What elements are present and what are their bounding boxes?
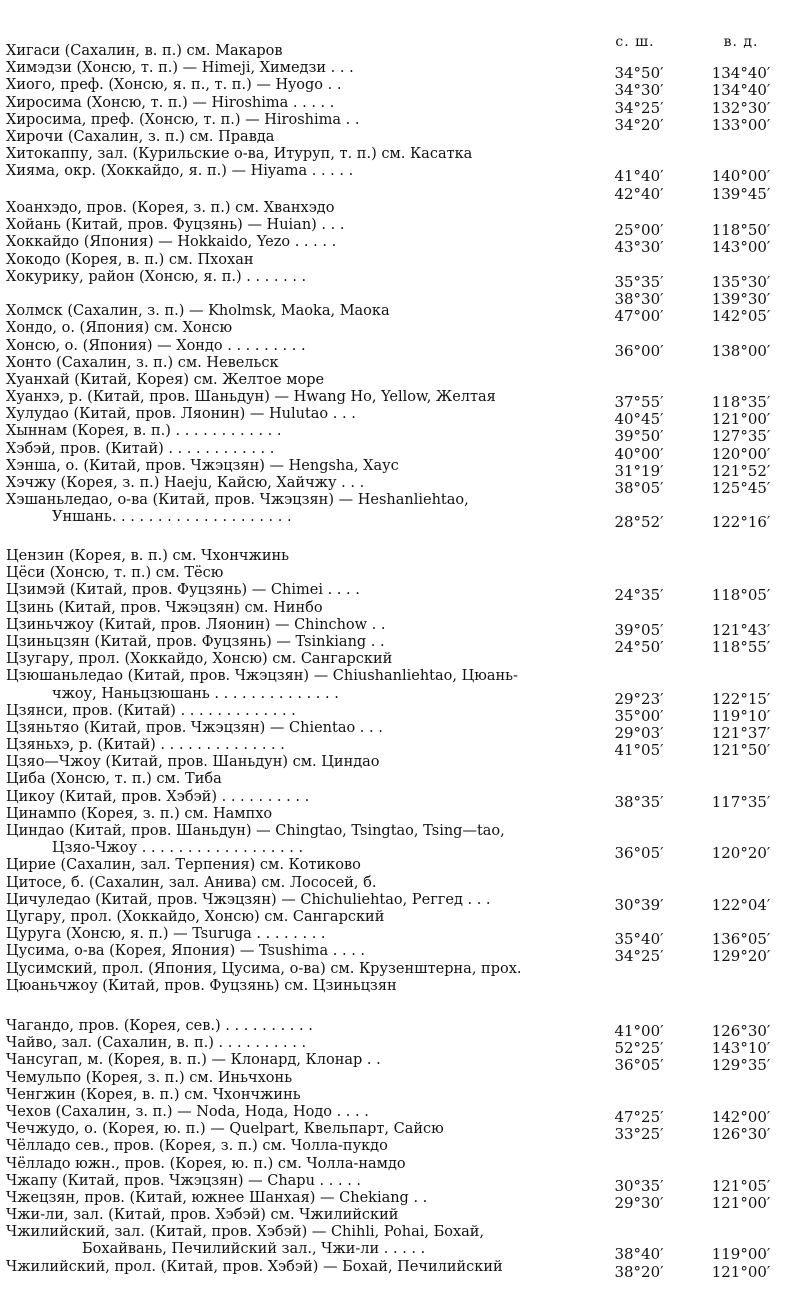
entry-longitude: 121°37′ (711, 723, 771, 742)
entry-longitude: 122°15′ (711, 689, 771, 708)
gazetteer-entry (0, 668, 800, 685)
gazetteer-entry (0, 633, 800, 656)
entry-latitude: 35°35′ (614, 272, 664, 291)
longitude-column-header: в. д. (723, 34, 759, 50)
entry-latitude: 39°05′ (614, 620, 664, 639)
entry-latitude: 34°50′ (614, 64, 664, 83)
entry-name: Цуруга (Хонсю, я. п.) — Tsuruga . . . . . . . . (6, 926, 326, 943)
entry-longitude: 121°43′ (711, 620, 771, 639)
entry-latitude: 28°52′ (614, 513, 664, 532)
entry-name: Чагандо, пров. (Корея, сев.) . . . . . . . . . . (6, 1018, 313, 1034)
entry-longitude: 127°35′ (711, 427, 771, 446)
gazetteer-entry (0, 337, 800, 360)
entry-name: Хонсю, о. (Япония) — Хондо . . . . . . . . . (6, 337, 306, 354)
entry-name: Хэшаньледао, о-ва (Китай, пров. Чжэцзян) — Heshanliehtao, (6, 492, 469, 509)
gazetteer-entry (0, 303, 800, 326)
entry-name: Хокурику, район (Хонсю, я. п.) . . . . . . . (6, 268, 307, 285)
gazetteer-entry (0, 754, 800, 771)
entry-longitude: 143°00′ (711, 238, 771, 257)
entry-longitude: 117°35′ (711, 792, 771, 811)
gazetteer-entry (0, 389, 800, 412)
entry-name: Химэдзи (Хонсю, т. п.) — Himeji, Химедзи . . . (6, 60, 354, 77)
entry-longitude: 134°40′ (711, 81, 771, 100)
entry-group-kho (0, 200, 800, 532)
entry-latitude: 36°05′ (614, 844, 664, 863)
gazetteer-entry (0, 406, 800, 429)
entry-name: Цугару, прол. (Хоккайдо, Хонсю) см. Сангарский (6, 908, 385, 925)
entry-name: Цзугару, прол. (Хоккайдо, Хонсю) см. Сангарский (6, 651, 393, 668)
entry-latitude: 41°40′ (614, 167, 664, 186)
entry-name: Циндао (Китай, пров. Шаньдун) — Chingtao, Tsingtao, Tsing—tao, (6, 823, 505, 839)
gazetteer-entry (0, 685, 800, 708)
latitude-column-header: с. ш. (615, 34, 655, 50)
entry-latitude: 29°23′ (614, 689, 664, 708)
entry-name: Чжилийский, прол. (Китай, пров. Хэбэй) — Бохай, Печилийский (6, 1258, 503, 1275)
entry-longitude: 121°50′ (711, 741, 771, 760)
gazetteer-entry (0, 737, 800, 760)
entry-name: Чансугап, м. (Корея, в. п.) — Клонард, Клонар . . (6, 1052, 381, 1069)
entry-latitude: 34°25′ (614, 947, 664, 966)
entry-longitude: 121°52′ (711, 461, 771, 480)
gazetteer-entry (0, 1035, 800, 1058)
entry-latitude: 29°03′ (614, 723, 664, 742)
entry-longitude: 119°10′ (711, 706, 771, 725)
entry-name: Цензин (Корея, в. п.) см. Чхончжинь (6, 548, 290, 564)
entry-longitude: 125°45′ (711, 479, 771, 497)
entry-latitude: 38°05′ (614, 479, 664, 497)
entry-latitude: 25°00′ (614, 221, 664, 240)
gazetteer-entry (0, 252, 800, 269)
gazetteer-entry (0, 1052, 800, 1075)
entry-name: Хуанхэ, р. (Китай, пров. Шаньдун) — Hwang Ho, Yellow, Желтая (6, 389, 496, 406)
entry-name: Цзиньчжоу (Китай, пров. Ляонин) — Chinchow . . (6, 616, 386, 633)
entry-name: Чжи-ли, зал. (Китай, пров. Хэбэй) см. Чжилийский (6, 1207, 399, 1224)
entry-latitude: 35°40′ (614, 930, 664, 949)
entry-name: Уншань. . . . . . . . . . . . . . . . . . . . (52, 509, 292, 526)
entry-name: Хиросима, преф. (Хонсю, т. п.) — Hiroshima . . (6, 111, 360, 128)
gazetteer-entry (0, 1087, 800, 1104)
entry-latitude: 40°00′ (614, 444, 664, 463)
gazetteer-entry (0, 788, 800, 811)
entry-name: Хонто (Сахалин, з. п.) см. Невельск (6, 354, 279, 371)
gazetteer-entry (0, 163, 800, 186)
entry-name: Цюаньчжоу (Китай, пров. Фуцзянь) см. Цзиньцзян (6, 977, 397, 994)
gazetteer-entry (0, 771, 800, 788)
entry-longitude: 118°55′ (711, 637, 771, 656)
gazetteer-entry (0, 355, 800, 372)
gazetteer-entry (0, 286, 800, 308)
gazetteer-entry (0, 146, 800, 163)
entry-longitude: 140°00′ (711, 167, 771, 186)
entry-longitude: 134°40′ (711, 64, 771, 83)
entry-longitude: 143°10′ (711, 1039, 771, 1058)
gazetteer-entry (0, 926, 800, 949)
entry-latitude: 40°45′ (614, 410, 664, 429)
entry-latitude: 41°00′ (614, 1022, 664, 1040)
gazetteer-entry (0, 978, 800, 995)
entry-name: Цикоу (Китай, пров. Хэбэй) . . . . . . . . . . (6, 788, 310, 805)
gazetteer-entry (0, 702, 800, 725)
gazetteer-entry (0, 1103, 800, 1126)
gazetteer-entry (0, 200, 800, 217)
entry-longitude: 129°20′ (711, 947, 771, 966)
entry-name: Хитокаппу, зал. (Курильские о-ва, Итуруп, т. п.) см. Касатка (6, 146, 473, 163)
gazetteer-entry (0, 651, 800, 668)
entry-latitude: 38°20′ (614, 1262, 664, 1281)
gazetteer-entry (0, 1258, 800, 1281)
gazetteer-entry (0, 372, 800, 389)
entry-name: Цзяо-Чжоу . . . . . . . . . . . . . . . . . . (52, 840, 304, 857)
entry-name: Хоанхэдо, пров. (Корея, з. п.) см. Хванхэдо (6, 200, 335, 216)
gazetteer-entry (0, 806, 800, 823)
entry-name: Хэчжу (Корея, з. п.) Haeju, Кайсю, Хайчжу . . . (6, 475, 365, 491)
entry-name: Цзяньхэ, р. (Китай) . . . . . . . . . . . . . . (6, 737, 285, 754)
gazetteer-entry (0, 1138, 800, 1155)
entry-name: Цирие (Сахалин, зал. Терпения) см. Котиково (6, 857, 361, 874)
gazetteer-entry (0, 457, 800, 480)
entry-longitude: 126°30′ (711, 1022, 771, 1040)
gazetteer-entry (0, 43, 800, 60)
gazetteer-entry (0, 582, 800, 605)
entry-name: Хэнша, о. (Китай, пров. Чжэцзян) — Hengsha, Хаус (6, 457, 399, 474)
entry-name: Ченгжин (Корея, в. п.) см. Чхончжинь (6, 1086, 301, 1103)
gazetteer-entry (0, 509, 800, 532)
entry-latitude: 34°30′ (614, 81, 664, 100)
entry-latitude: 47°00′ (614, 307, 664, 326)
entry-longitude: 132°30′ (711, 98, 771, 117)
entry-longitude: 126°30′ (711, 1125, 771, 1144)
entry-latitude: 47°25′ (614, 1107, 664, 1126)
entry-name: Цинампо (Корея, з. п.) см. Нампхо (6, 805, 273, 822)
entry-longitude: 120°00′ (711, 444, 771, 463)
gazetteer-entry (0, 616, 800, 639)
entry-latitude: 38°35′ (614, 792, 664, 811)
gazetteer-entry (0, 111, 800, 134)
entry-latitude: 24°35′ (614, 586, 664, 605)
entry-name: Цзюшаньледао (Китай, пров. Чжэцзян) — Chiushanliehtao, Цюань- (6, 668, 518, 685)
entry-group-khi (0, 43, 800, 203)
entry-longitude: 121°00′ (711, 1193, 771, 1212)
gazetteer-entry (0, 268, 800, 291)
entry-name: Чжапу (Китай, пров. Чжэцзян) — Chapu . . . . . (6, 1172, 362, 1189)
gazetteer-entry (0, 565, 800, 582)
entry-name: чжоу, Наньцзюшань . . . . . . . . . . . . . . (52, 685, 339, 702)
entry-name: Хиого, преф. (Хонсю, я. п., т. п.) — Hyogo . . (6, 77, 342, 94)
gazetteer-entry (0, 1070, 800, 1087)
gazetteer-entry (0, 961, 800, 978)
entry-name: Хэбэй, пров. (Китай) . . . . . . . . . . . . (6, 440, 275, 457)
entry-name: Чемульпо (Корея, з. п.) см. Иньчхонь (6, 1069, 293, 1086)
entry-name: Хондо, о. (Япония) см. Хонсю (6, 320, 233, 337)
entry-longitude: 119°00′ (711, 1245, 771, 1264)
entry-longitude: 129°35′ (711, 1056, 771, 1075)
gazetteer-entry (0, 217, 800, 240)
gazetteer-entry (0, 77, 800, 100)
gazetteer-entry (0, 94, 800, 117)
gazetteer-entry (0, 423, 800, 446)
entry-latitude: 41°05′ (614, 741, 664, 760)
entry-name: Цзяо—Чжоу (Китай, пров. Шаньдун) см. Циндао (6, 754, 380, 771)
entry-latitude: 42°40′ (614, 184, 664, 203)
entry-group-ch (0, 1018, 800, 1281)
entry-longitude: 121°00′ (711, 410, 771, 429)
entry-longitude: 121°05′ (711, 1176, 771, 1195)
entry-name: Хойань (Китай, пров. Фуцзянь) — Huian) . . . (6, 217, 345, 234)
gazetteer-entry (0, 1121, 800, 1144)
gazetteer-entry (0, 440, 800, 463)
gazetteer-entry (0, 891, 800, 914)
entry-latitude: 43°30′ (614, 238, 664, 257)
gazetteer-entry (0, 719, 800, 742)
entry-latitude: 38°30′ (614, 289, 664, 308)
entry-longitude: 139°30′ (711, 289, 771, 308)
entry-latitude: 39°50′ (614, 427, 664, 446)
entry-longitude: 118°35′ (711, 393, 771, 412)
entry-latitude: 30°39′ (614, 895, 664, 914)
entry-longitude: 136°05′ (711, 930, 771, 949)
gazetteer-entry (0, 1224, 800, 1241)
entry-longitude: 142°00′ (711, 1107, 771, 1126)
gazetteer-entry (0, 875, 800, 892)
entry-name: Цзяньтяо (Китай, пров. Чжэцзян) — Chientao . . . (6, 719, 383, 736)
entry-longitude: 122°16′ (711, 513, 771, 532)
gazetteer-entry (0, 823, 800, 840)
entry-latitude: 30°35′ (614, 1176, 664, 1195)
entry-name: Чёлладо южн., пров. (Корея, ю. п.) см. Чолла-намдо (6, 1155, 406, 1172)
entry-latitude: 34°20′ (614, 115, 664, 134)
entry-name: Хигаси (Сахалин, в. п.) см. Макаров (6, 43, 283, 59)
entry-name: Чехов (Сахалин, з. п.) — Noda, Нода, Нодо . . . . (6, 1103, 369, 1120)
entry-latitude: 29°30′ (614, 1193, 664, 1212)
entry-longitude: 118°50′ (711, 221, 771, 240)
entry-longitude: 138°00′ (711, 341, 771, 360)
gazetteer-entry (0, 1241, 800, 1264)
entry-name: Хулудао (Китай, пров. Ляонин) — Hulutao . . . (6, 406, 356, 423)
entry-longitude: 133°00′ (711, 115, 771, 134)
entry-name: Хуанхай (Китай, Корея) см. Желтое море (6, 371, 325, 388)
entry-name: Цёси (Хонсю, т. п.) см. Тёсю (6, 565, 224, 582)
gazetteer-entry (0, 1156, 800, 1173)
entry-latitude: 36°05′ (614, 1056, 664, 1075)
entry-longitude: 120°20′ (711, 844, 771, 863)
entry-longitude: 118°05′ (711, 586, 771, 605)
entry-name: Цзимэй (Китай, пров. Фуцзянь) — Chimei . . . . (6, 582, 360, 599)
entry-name: Цусимский, прол. (Япония, Цусима, о-ва) см. Крузенштерна, прох. (6, 960, 522, 977)
entry-latitude: 35°00′ (614, 706, 664, 725)
gazetteer-entry (0, 548, 800, 565)
entry-name: Чёлладо сев., пров. (Корея, з. п.) см. Чолла-пукдо (6, 1138, 388, 1155)
gazetteer-entry (0, 840, 800, 863)
entry-latitude: 24°50′ (614, 637, 664, 656)
entry-name: Чайво, зал. (Сахалин, в. п.) . . . . . . . . . . (6, 1035, 307, 1052)
entry-name: Хиросима (Хонсю, т. п.) — Hiroshima . . . . . (6, 94, 335, 111)
entry-name: Хыннам (Корея, в. п.) . . . . . . . . . . . . (6, 423, 282, 440)
entry-longitude: 135°30′ (711, 272, 771, 291)
gazetteer-entry (0, 181, 800, 203)
entry-name: Хокодо (Корея, в. п.) см. Пхохан (6, 251, 254, 268)
entry-longitude: 122°04′ (711, 895, 771, 914)
entry-name: Цзянси, пров. (Китай) . . . . . . . . . . . . . (6, 702, 296, 719)
gazetteer-entry (0, 857, 800, 874)
gazetteer-entry (0, 943, 800, 966)
entry-name: Чжилийский, зал. (Китай, пров. Хэбэй) — Chihli, Pohai, Бохай, (6, 1224, 485, 1241)
entry-longitude: 121°00′ (711, 1262, 771, 1281)
entry-latitude: 31°19′ (614, 461, 664, 480)
gazetteer-entry (0, 1189, 800, 1212)
gazetteer-entry (0, 909, 800, 926)
entry-name: Цичуледао (Китай, пров. Чжэцзян) — Chichuliehtao, Реггед . . . (6, 891, 491, 908)
entry-latitude: 36°00′ (614, 341, 664, 360)
gazetteer-entry (0, 1172, 800, 1195)
entry-name: Циба (Хонсю, т. п.) см. Тиба (6, 771, 222, 788)
gazetteer-entry (0, 492, 800, 509)
entry-latitude: 33°25′ (614, 1125, 664, 1144)
entry-name: Бохайвань, Печилийский зал., Чжи-ли . . . . . (82, 1241, 426, 1258)
entry-latitude: 34°25′ (614, 98, 664, 117)
entry-name: Хирочи (Сахалин, з. п.) см. Правда (6, 128, 275, 145)
entry-group-ts (0, 548, 800, 995)
entry-name: Цзинь (Китай, пров. Чжэцзян) см. Нинбо (6, 599, 323, 616)
gazetteer-entry (0, 1207, 800, 1224)
entry-name: Холмск (Сахалин, з. п.) — Kholmsk, Maoka, Маока (6, 303, 390, 320)
gazetteer-entry (0, 1018, 800, 1040)
gazetteer-entry (0, 234, 800, 257)
entry-latitude: 37°55′ (614, 393, 664, 412)
entry-name: Цзиньцзян (Китай, пров. Фуцзянь) — Tsinkiang . . (6, 633, 385, 650)
entry-latitude: 52°25′ (614, 1039, 664, 1058)
entry-name: Хияма, окр. (Хоккайдо, я. п.) — Hiyama . . . . . (6, 163, 354, 180)
entry-name: Чечжудо, о. (Корея, ю. п.) — Quelpart, Квельпарт, Сайсю (6, 1121, 444, 1138)
gazetteer-entry (0, 475, 800, 497)
gazetteer-entry (0, 320, 800, 337)
entry-longitude: 142°05′ (711, 307, 771, 326)
entry-latitude: 38°40′ (614, 1245, 664, 1264)
entry-name: Цитосе, б. (Сахалин, зал. Анива) см. Лососей, б. (6, 874, 377, 891)
gazetteer-entry (0, 129, 800, 146)
entry-longitude: 139°45′ (711, 184, 771, 203)
entry-name: Цусима, о-ва (Корея, Япония) — Tsushima . . . . (6, 943, 366, 960)
entry-name: Хоккайдо (Япония) — Hokkaido, Yezo . . . . . (6, 234, 337, 251)
gazetteer-entry (0, 60, 800, 83)
entry-name: Чжецзян, пров. (Китай, южнее Шанхая) — Chekiang . . (6, 1189, 428, 1206)
gazetteer-entry (0, 600, 800, 617)
